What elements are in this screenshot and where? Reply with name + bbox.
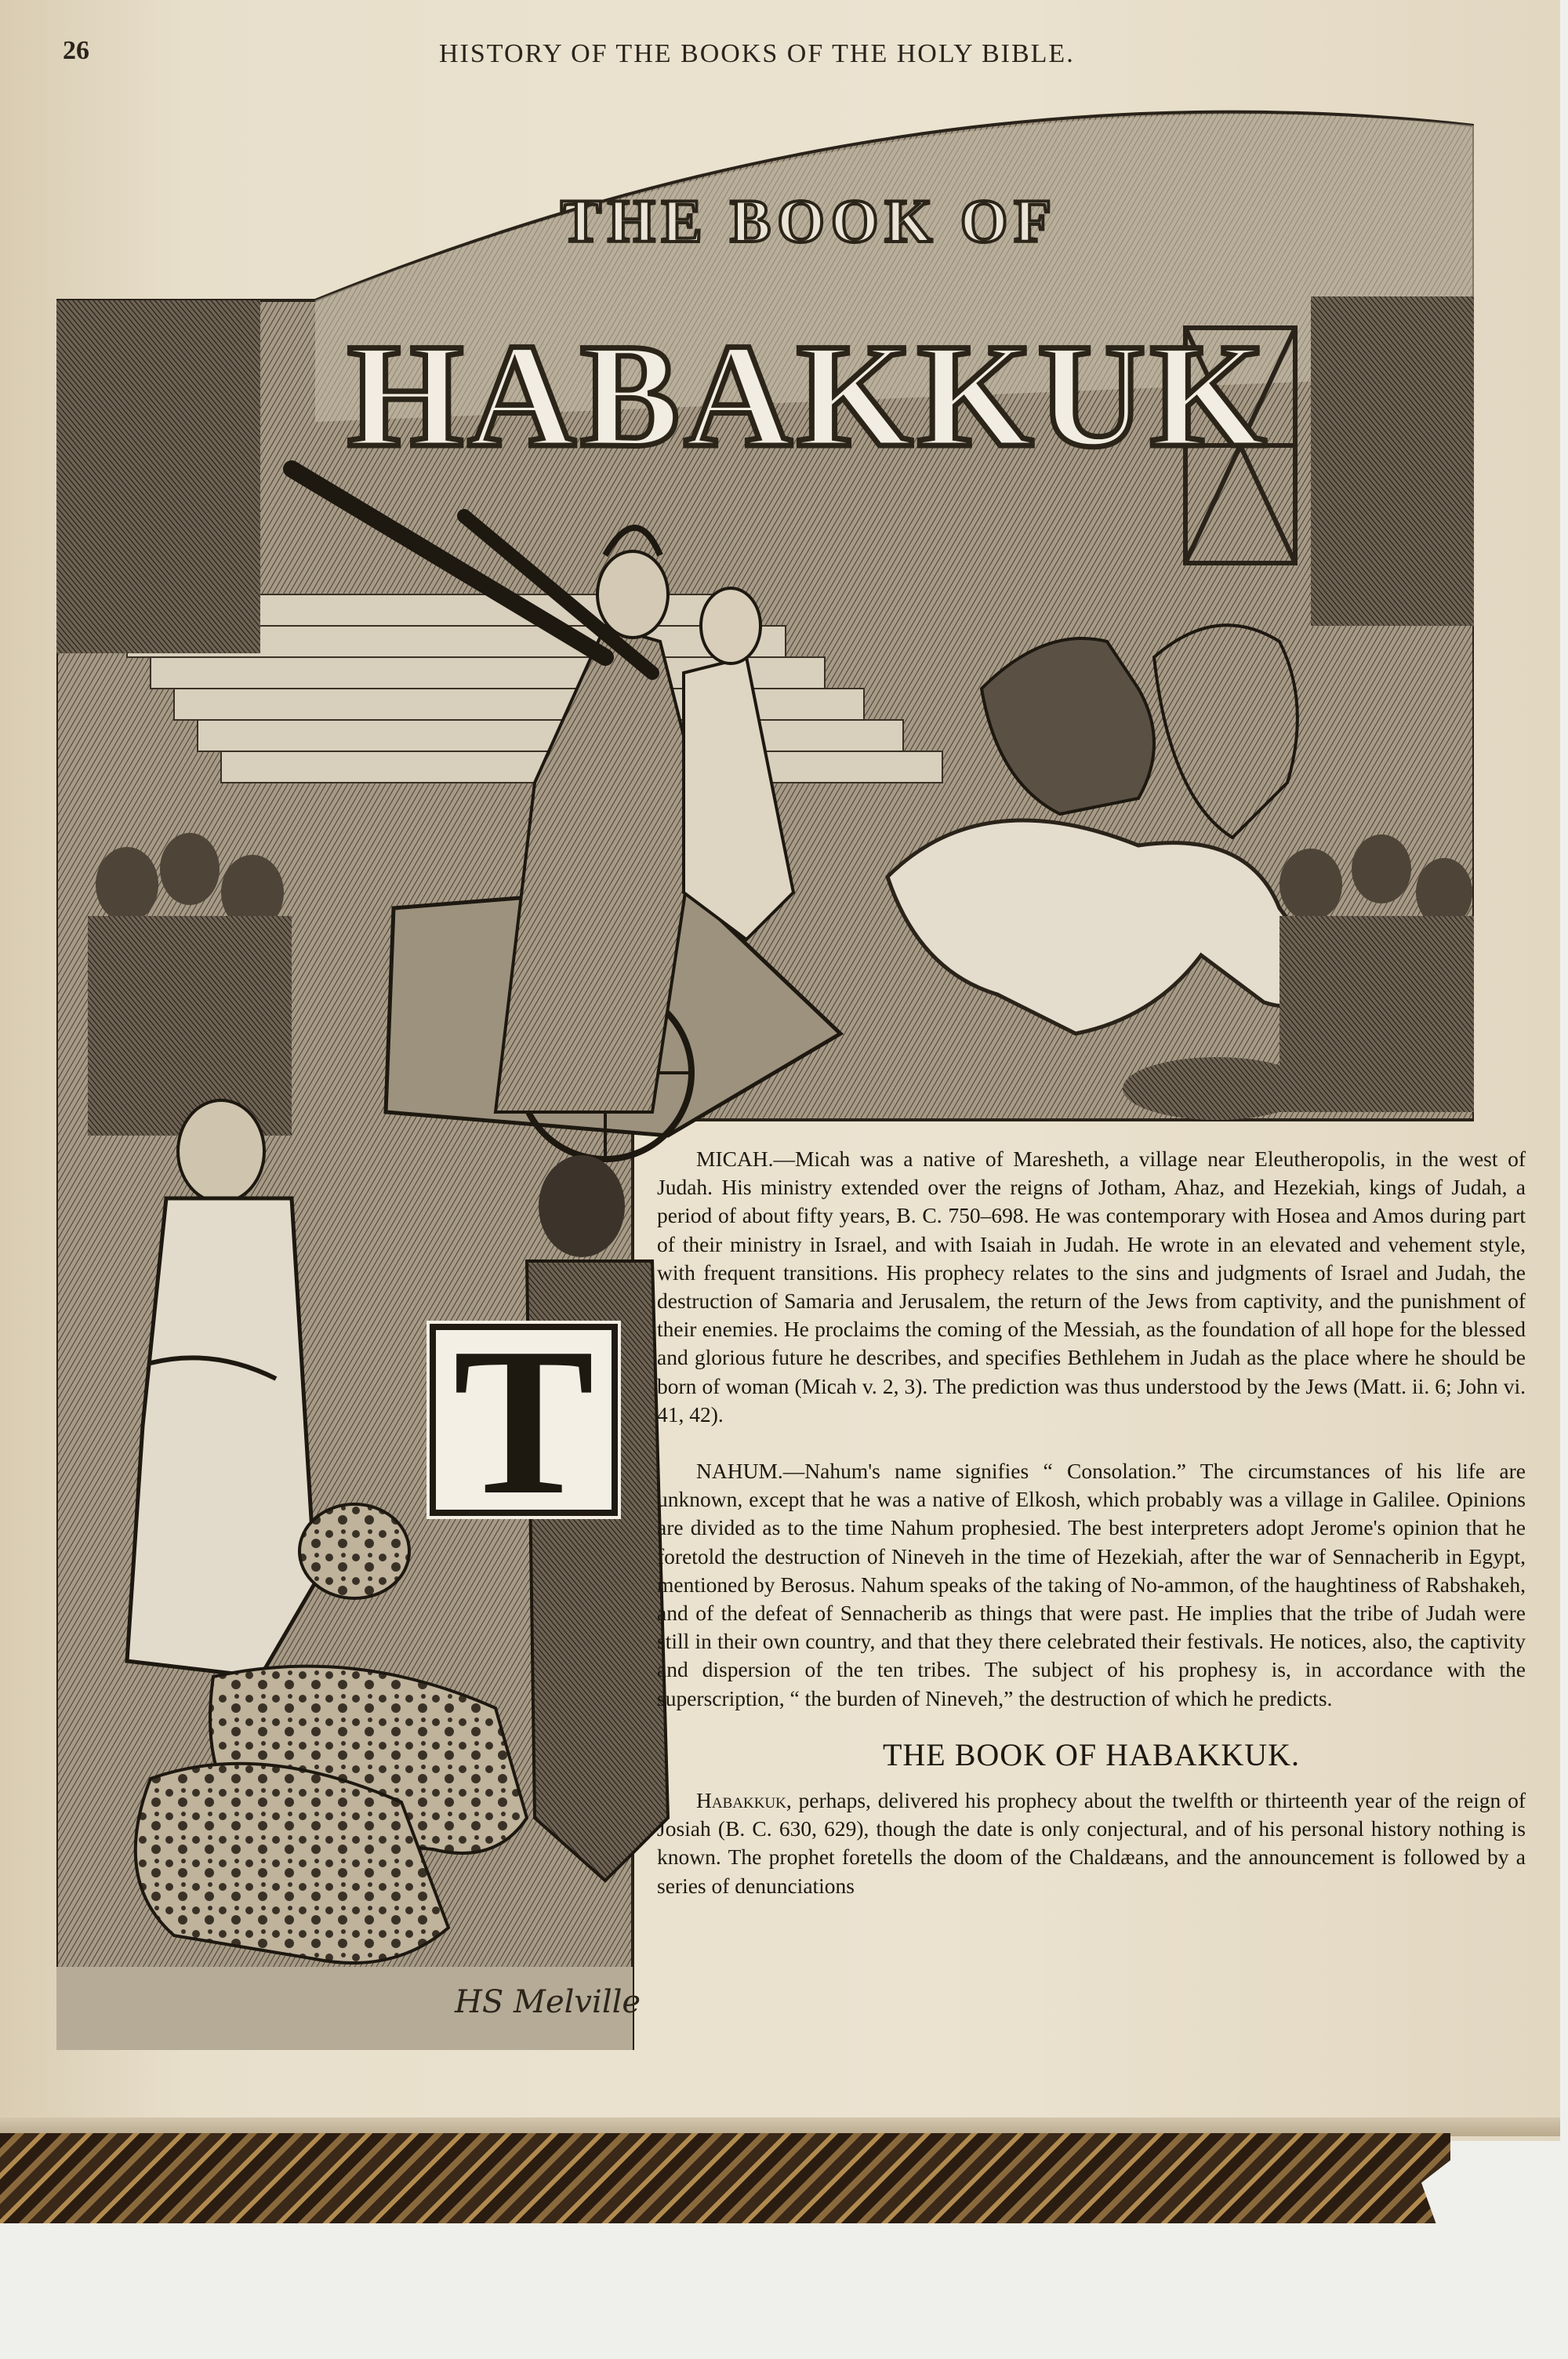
drop-cap-box <box>430 1304 618 1539</box>
nahum-lead: NAHUM. <box>696 1459 783 1484</box>
title-the-book-of: THE BOOK OF <box>560 187 1058 255</box>
text-column <box>657 1145 1526 2047</box>
habakkuk-lead: Habakkuk, <box>696 1788 792 1813</box>
nahum-paragraph <box>657 1457 1526 1713</box>
artist-signature: HS Melville <box>455 1984 641 2020</box>
habakkuk-paragraph <box>657 1787 1526 1900</box>
running-head: HISTORY OF THE BOOKS OF THE HOLY BIBLE. <box>439 39 1075 68</box>
habakkuk-text: perhaps, delivered his prophecy about the twelfth or thirteenth year of the reign of Josiah ( <box>657 1788 1526 1841</box>
micah-paragraph <box>657 1145 1526 1429</box>
habakkuk-date-label: B. C. <box>725 1816 772 1841</box>
temple-column <box>56 300 260 653</box>
book-binding-edge <box>0 2133 1450 2223</box>
micah-text-after-date: 750–698. He was contemporary with Hosea and Amos during part of their ministry in Israel, and with Isaiah in Judah. He wrote in an elevated and vehement style, with frequent transitions. His prophecy relates to the sins and judgments of Israel and Judah, the destruction of Samaria and Jerusalem, the return of the Jews from captivity, and the punishment of their enemies. He proclaims the coming of the Messiah, as the foundation of all hope for the blessed and glorious future he describes, and specifies Bethlehem in Judah as the place where he should be born of woman (Micah v. 2, 3). The prediction was thus understood by the Jews (Matt. ii. 6; John vi. 41, 42). <box>657 1203 1526 1427</box>
micah-lead: MICAH. <box>696 1147 774 1171</box>
title-habakkuk: HABAKKUK <box>347 314 1271 478</box>
city-wall <box>1311 296 1474 626</box>
section-heading-habakkuk: THE BOOK OF HABAKKUK. <box>882 1736 1301 1772</box>
page-number: 26 <box>63 36 89 65</box>
nahum-text: —Nahum's name signifies “ Consolation.” The circumstances of his life are unknown, except that he was a native of Elkosh, which probably was a village in Galilee. Opinions are divided as to the time Nahum prophesied. The best interpreters adopt Jerome's opinion that he foretold the destruction of Nineveh in the time of Hezekiah, after the war of Sennacherib in Egypt, mentioned by Berosus. Nahum speaks of the taking of No-ammon, of the haughtiness of Rabshakeh, and of the defeat of Sennacherib as things that were past. He implies that the tribe of Judah were still in their own country, and that they there celebrated their festivals. He notices, also, the captivity and dispersion of the ten tribes. The subject of his prophesy is, in accordance with the superscription, “ the burden of Nineveh,” the destruction of which he predicts. <box>657 1459 1526 1710</box>
micah-date-label: B. C. <box>896 1203 942 1228</box>
habakkuk-text-after-date: 630, 629), though the date is only conjectural, and of his personal history nothing is known. The prophet foretells the doom of the Chaldæans, and the announcement is followed by a series of denunciations <box>657 1816 1526 1898</box>
micah-text: —Micah was a native of Maresheth, a village near Eleutheropolis, in the west of Judah. His ministry extended over the reigns of Jotham, Ahaz, and Hezekiah, kings of Judah, a period of about fifty years, <box>657 1147 1526 1228</box>
drop-cap: T <box>452 1304 595 1539</box>
